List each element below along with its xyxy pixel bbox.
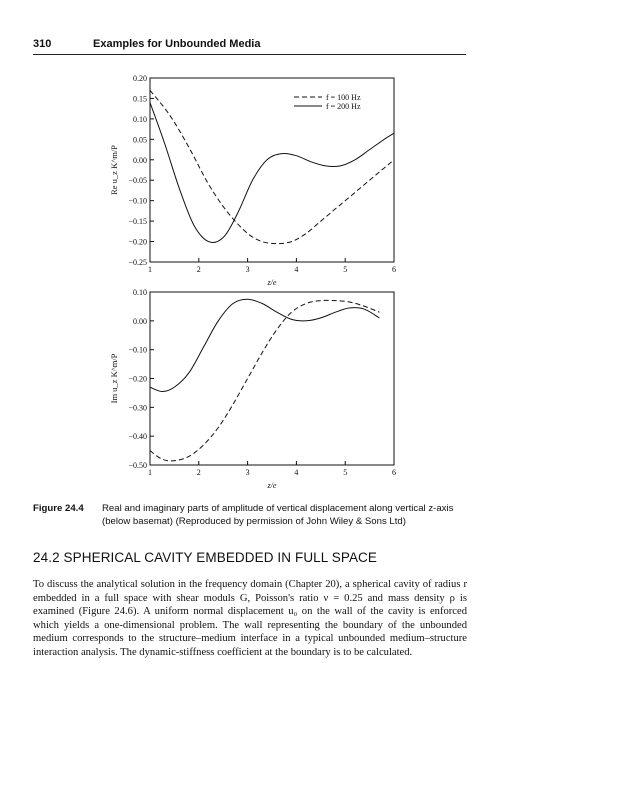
top-chart-y-tick-label: 0.10 [133, 114, 147, 124]
bottom-chart-y-tick-label: 0.10 [133, 288, 147, 297]
top-chart-x-tick-label: 2 [196, 265, 201, 274]
bottom-chart-y-tick-label: −0.30 [128, 403, 147, 413]
top-chart-y-tick-label: 0.15 [133, 94, 147, 104]
top-chart-x-tick-label: 1 [148, 265, 152, 274]
bottom-chart-y-tick-label: −0.50 [128, 461, 147, 470]
figure-caption-text: Real and imaginary parts of amplitude of vertical displacement along vertical z-axis (below basemat) (Reproduced by permission of John Wiley & Sons Ltd) [102, 503, 454, 527]
top-chart-series-f-100-hz-line [150, 90, 394, 243]
figure-label: Figure 24.4 [33, 503, 84, 514]
bottom-chart-y-tick-label: 0.00 [133, 316, 147, 326]
bottom-chart-series-f-100-hz-line [150, 300, 379, 461]
bottom-chart-y-tick-label: −0.10 [128, 345, 147, 355]
bottom-chart-series-f-200-hz-line [150, 299, 379, 391]
top-chart-y-tick-label: −0.20 [128, 237, 147, 247]
top-chart-x-tick-label: 4 [294, 265, 299, 274]
bottom-chart-x-tick-label: 3 [245, 468, 250, 477]
top-chart-y-tick-label: −0.15 [128, 217, 147, 227]
section-heading: 24.2 SPHERICAL CAVITY EMBEDDED IN FULL SPACE [33, 550, 378, 565]
bottom-chart-x-tick-label: 4 [294, 468, 299, 477]
top-chart-y-tick-label: 0.00 [133, 155, 147, 165]
body-paragraph: To discuss the analytical solution in the frequency domain (Chapter 20), a spherical cavity of radius r embedded in a full space with shear moduls G, Poisson's ratio ν = 0.25 and mass density ρ is examined (Figure 24.6). A uniform normal displacement u₀ on the wall of the cavity is enforced which yields a one-dimensional problem. The wall representing the boundary of the unbounded medium corresponds to the structure–medium interface in a typical unbounded medium–structure interaction analysis. The dynamic-stiffness coefficient at the boundary is to be calculated. [33, 579, 467, 658]
top-chart-y-tick-label: −0.25 [128, 258, 147, 267]
top-chart-x-tick-label: 3 [245, 265, 250, 274]
top-chart-x-tick-label: 5 [343, 265, 348, 274]
bottom-chart-x-tick-label: 5 [343, 468, 348, 477]
bottom-chart-x-tick-label: 2 [196, 468, 201, 477]
legend-label-2: f = 200 Hz [326, 102, 361, 111]
bottom-chart-x-tick-label: 1 [148, 468, 152, 477]
bottom-chart-frame [150, 292, 394, 465]
bottom-chart-x-tick-label: 6 [392, 468, 396, 477]
top-chart-series-f-200-hz-line [150, 103, 394, 243]
top-chart-y-tick-label: 0.20 [133, 74, 147, 83]
page-number: 310 [33, 38, 52, 50]
top-chart-x-axis-label: z/e [267, 278, 277, 287]
bottom-chart-y-tick-label: −0.40 [128, 432, 147, 442]
top-chart-x-tick-label: 6 [392, 265, 396, 274]
legend-label-1: f = 100 Hz [326, 93, 361, 102]
bottom-chart-y-tick-label: −0.20 [128, 374, 147, 384]
bottom-chart-x-axis-label: z/e [267, 481, 277, 490]
top-chart-y-tick-label: −0.05 [128, 176, 147, 186]
bottom-chart-y-axis-label: Im u_z K^m/P [109, 353, 119, 404]
top-chart-y-tick-label: 0.05 [133, 135, 147, 145]
running-title: Examples for Unbounded Media [93, 38, 261, 50]
top-chart-y-tick-label: −0.10 [128, 196, 147, 206]
top-chart-y-axis-label: Re u_z K^m/P [109, 145, 119, 195]
